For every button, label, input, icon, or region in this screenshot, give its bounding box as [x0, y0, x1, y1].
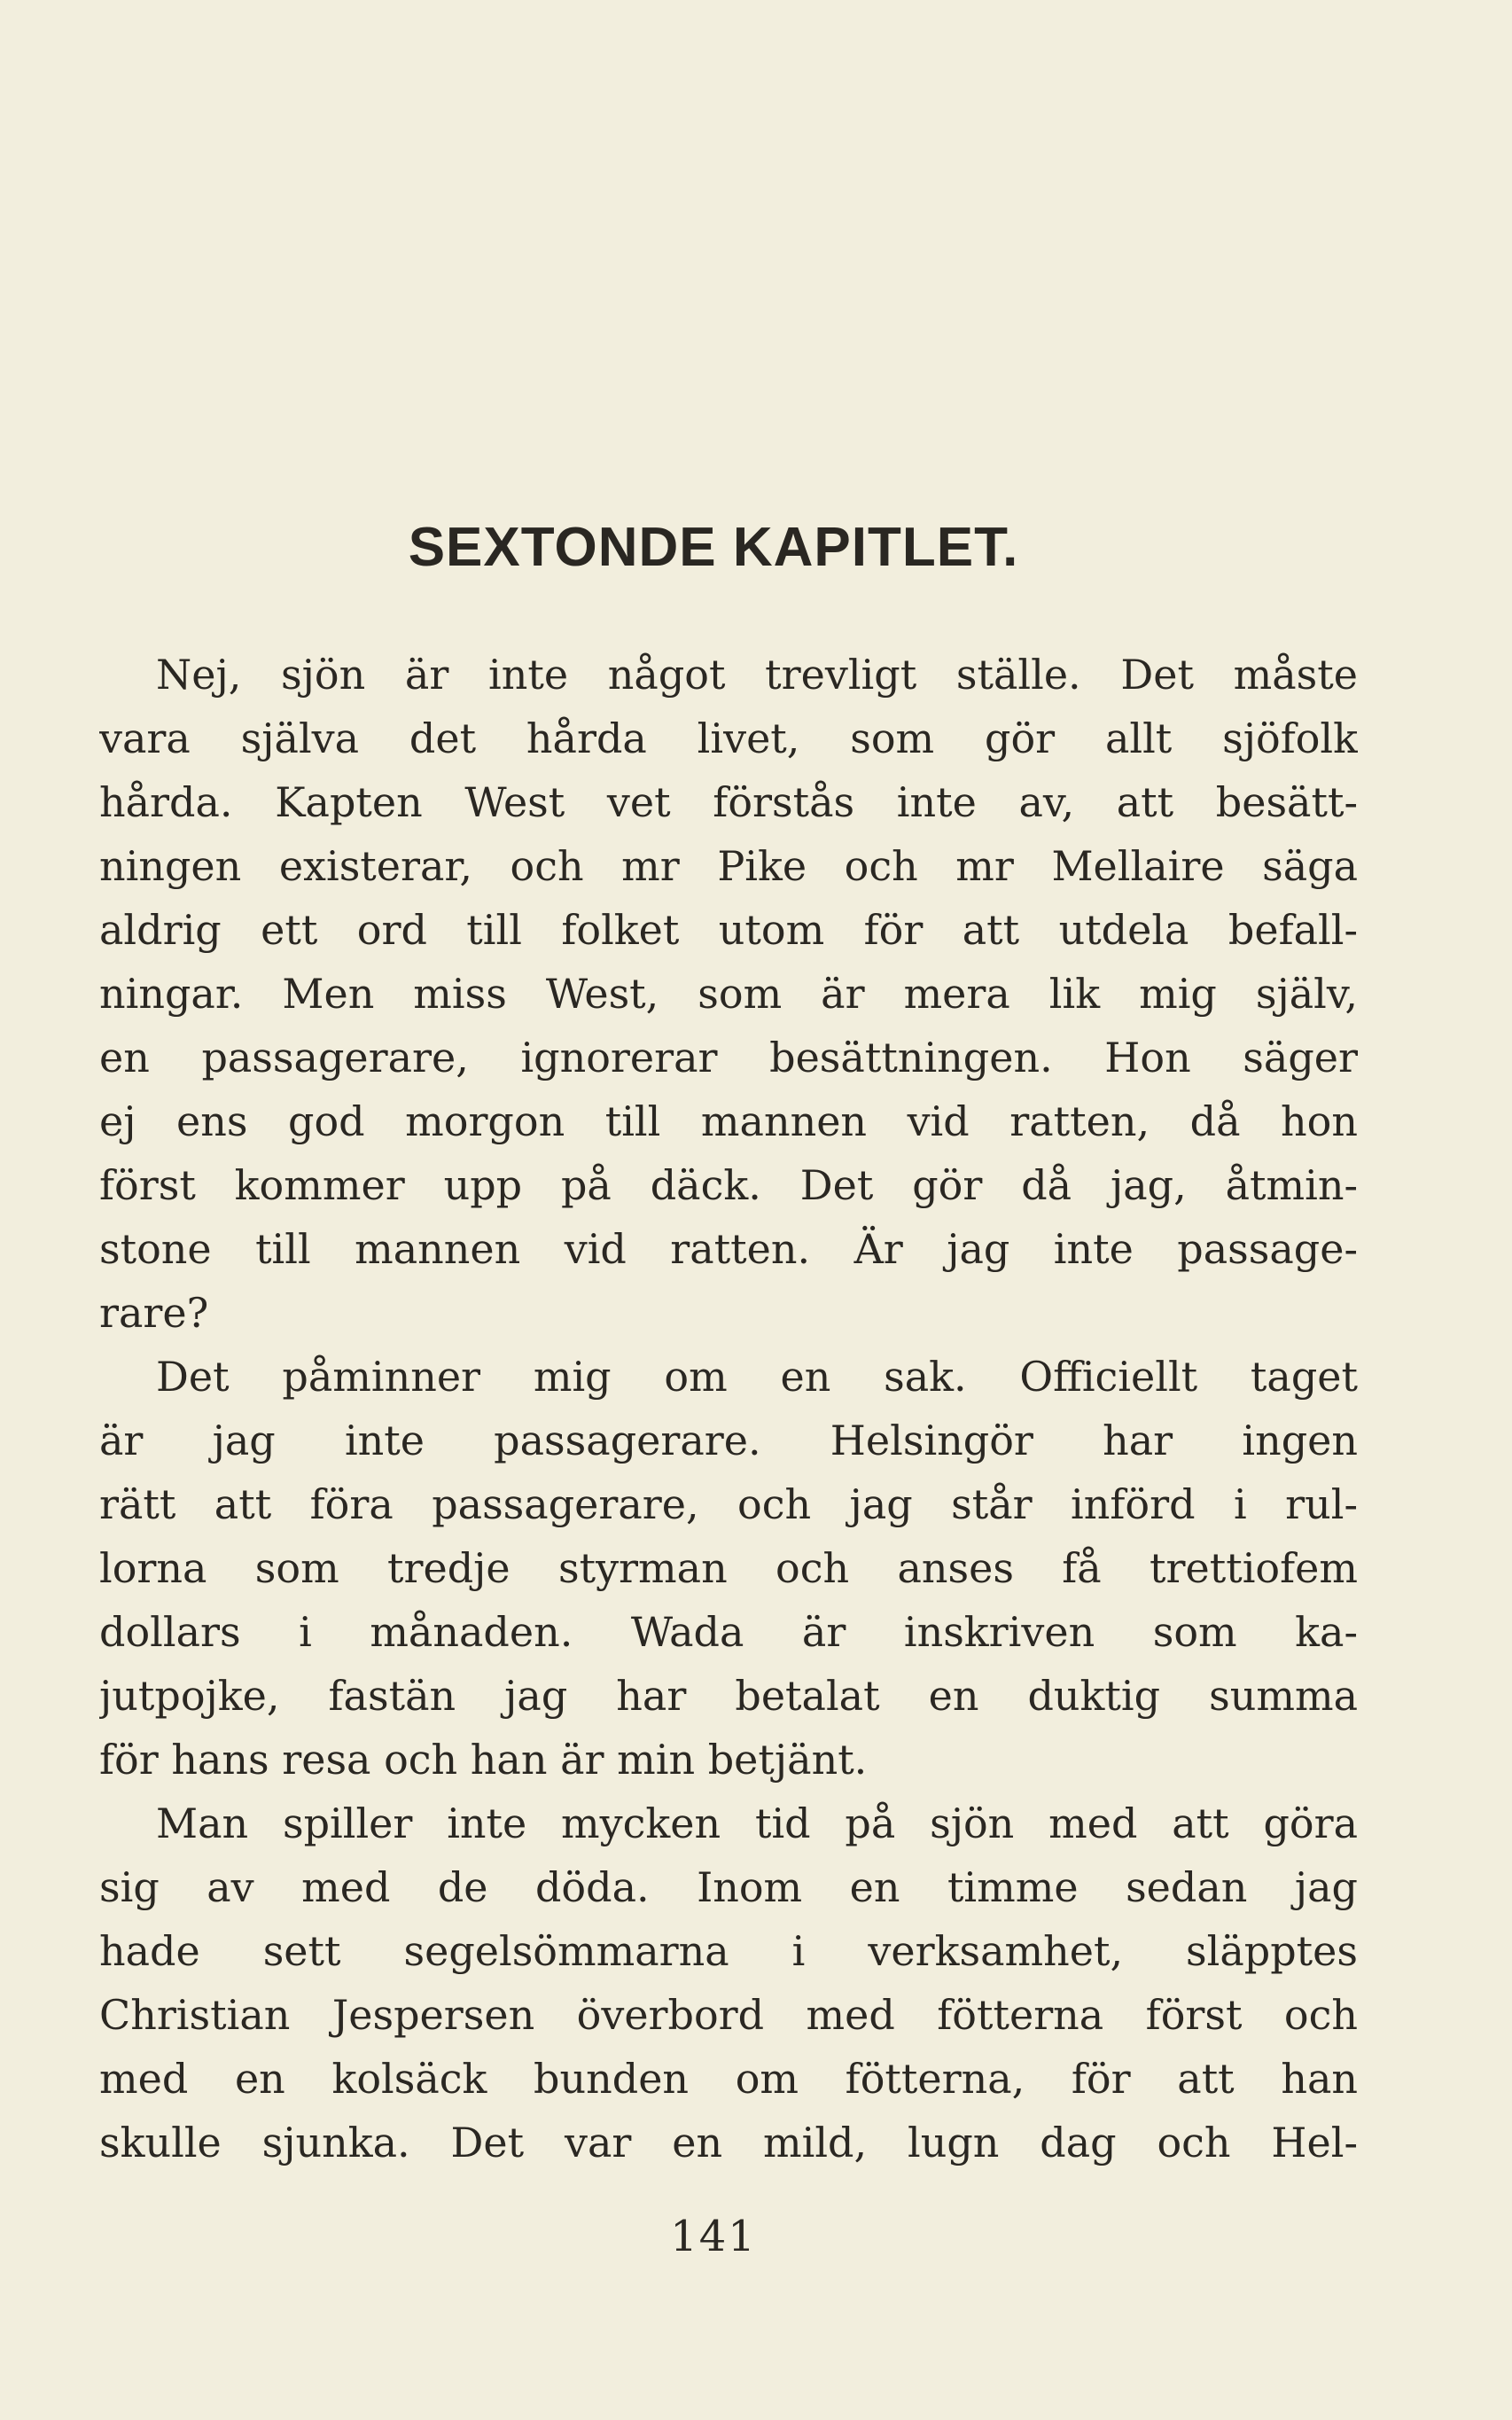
- text-line: Det påminner mig om en sak. Officiellt taget: [156, 1353, 1358, 1401]
- text-line: skulle sjunka. Det var en mild, lugn dag och Hel-: [99, 2119, 1358, 2166]
- text-line: en passagerare, ignorerar besättningen. Hon säger: [99, 1034, 1358, 1081]
- text-line: ningen existerar, och mr Pike och mr Mellaire säga: [99, 842, 1358, 890]
- chapter-title: SEXTONDE KAPITLET.: [408, 517, 1019, 578]
- text-line: rare?: [99, 1289, 209, 1337]
- text-line: hårda. Kapten West vet förstås inte av, att besätt-: [99, 778, 1358, 826]
- text-line: först kommer upp på däck. Det gör då jag, åtmin-: [99, 1161, 1358, 1209]
- text-line: med en kolsäck bunden om fötterna, för att han: [99, 2055, 1358, 2103]
- text-line: är jag inte passagerare. Helsingör har ingen: [99, 1417, 1358, 1464]
- text-line: ej ens god morgon till mannen vid ratten, då hon: [99, 1097, 1358, 1145]
- text-line: lorna som tredje styrman och anses få trettiofem: [99, 1544, 1358, 1592]
- text-line: jutpojke, fastän jag har betalat en duktig summa: [99, 1672, 1358, 1720]
- body-text: [99, 643, 1358, 2174]
- text-line: vara själva det hårda livet, som gör allt sjöfolk: [99, 714, 1358, 762]
- text-line: dollars i månaden. Wada är inskriven som ka-: [99, 1608, 1358, 1656]
- text-line: Man spiller inte mycken tid på sjön med att göra: [156, 1799, 1358, 1847]
- text-line: hade sett segelsömmarna i verksamhet, släpptes: [99, 1927, 1358, 1975]
- text-line: aldrig ett ord till folket utom för att utdela befall-: [99, 906, 1358, 954]
- text-line: stone till mannen vid ratten. Är jag inte passage-: [99, 1225, 1358, 1273]
- text-line: för hans resa och han är min betjänt.: [99, 1736, 868, 1784]
- text-line: ningar. Men miss West, som är mera lik mig själv,: [99, 970, 1358, 1018]
- text-line: Nej, sjön är inte något trevligt ställe. Det måste: [156, 651, 1358, 699]
- text-line: sig av med de döda. Inom en timme sedan jag: [99, 1863, 1358, 1911]
- text-line: rätt att föra passagerare, och jag står införd i rul-: [99, 1480, 1358, 1528]
- page-number: 141: [670, 2212, 757, 2261]
- text-line: Christian Jespersen överbord med fötterna först och: [99, 1991, 1358, 2039]
